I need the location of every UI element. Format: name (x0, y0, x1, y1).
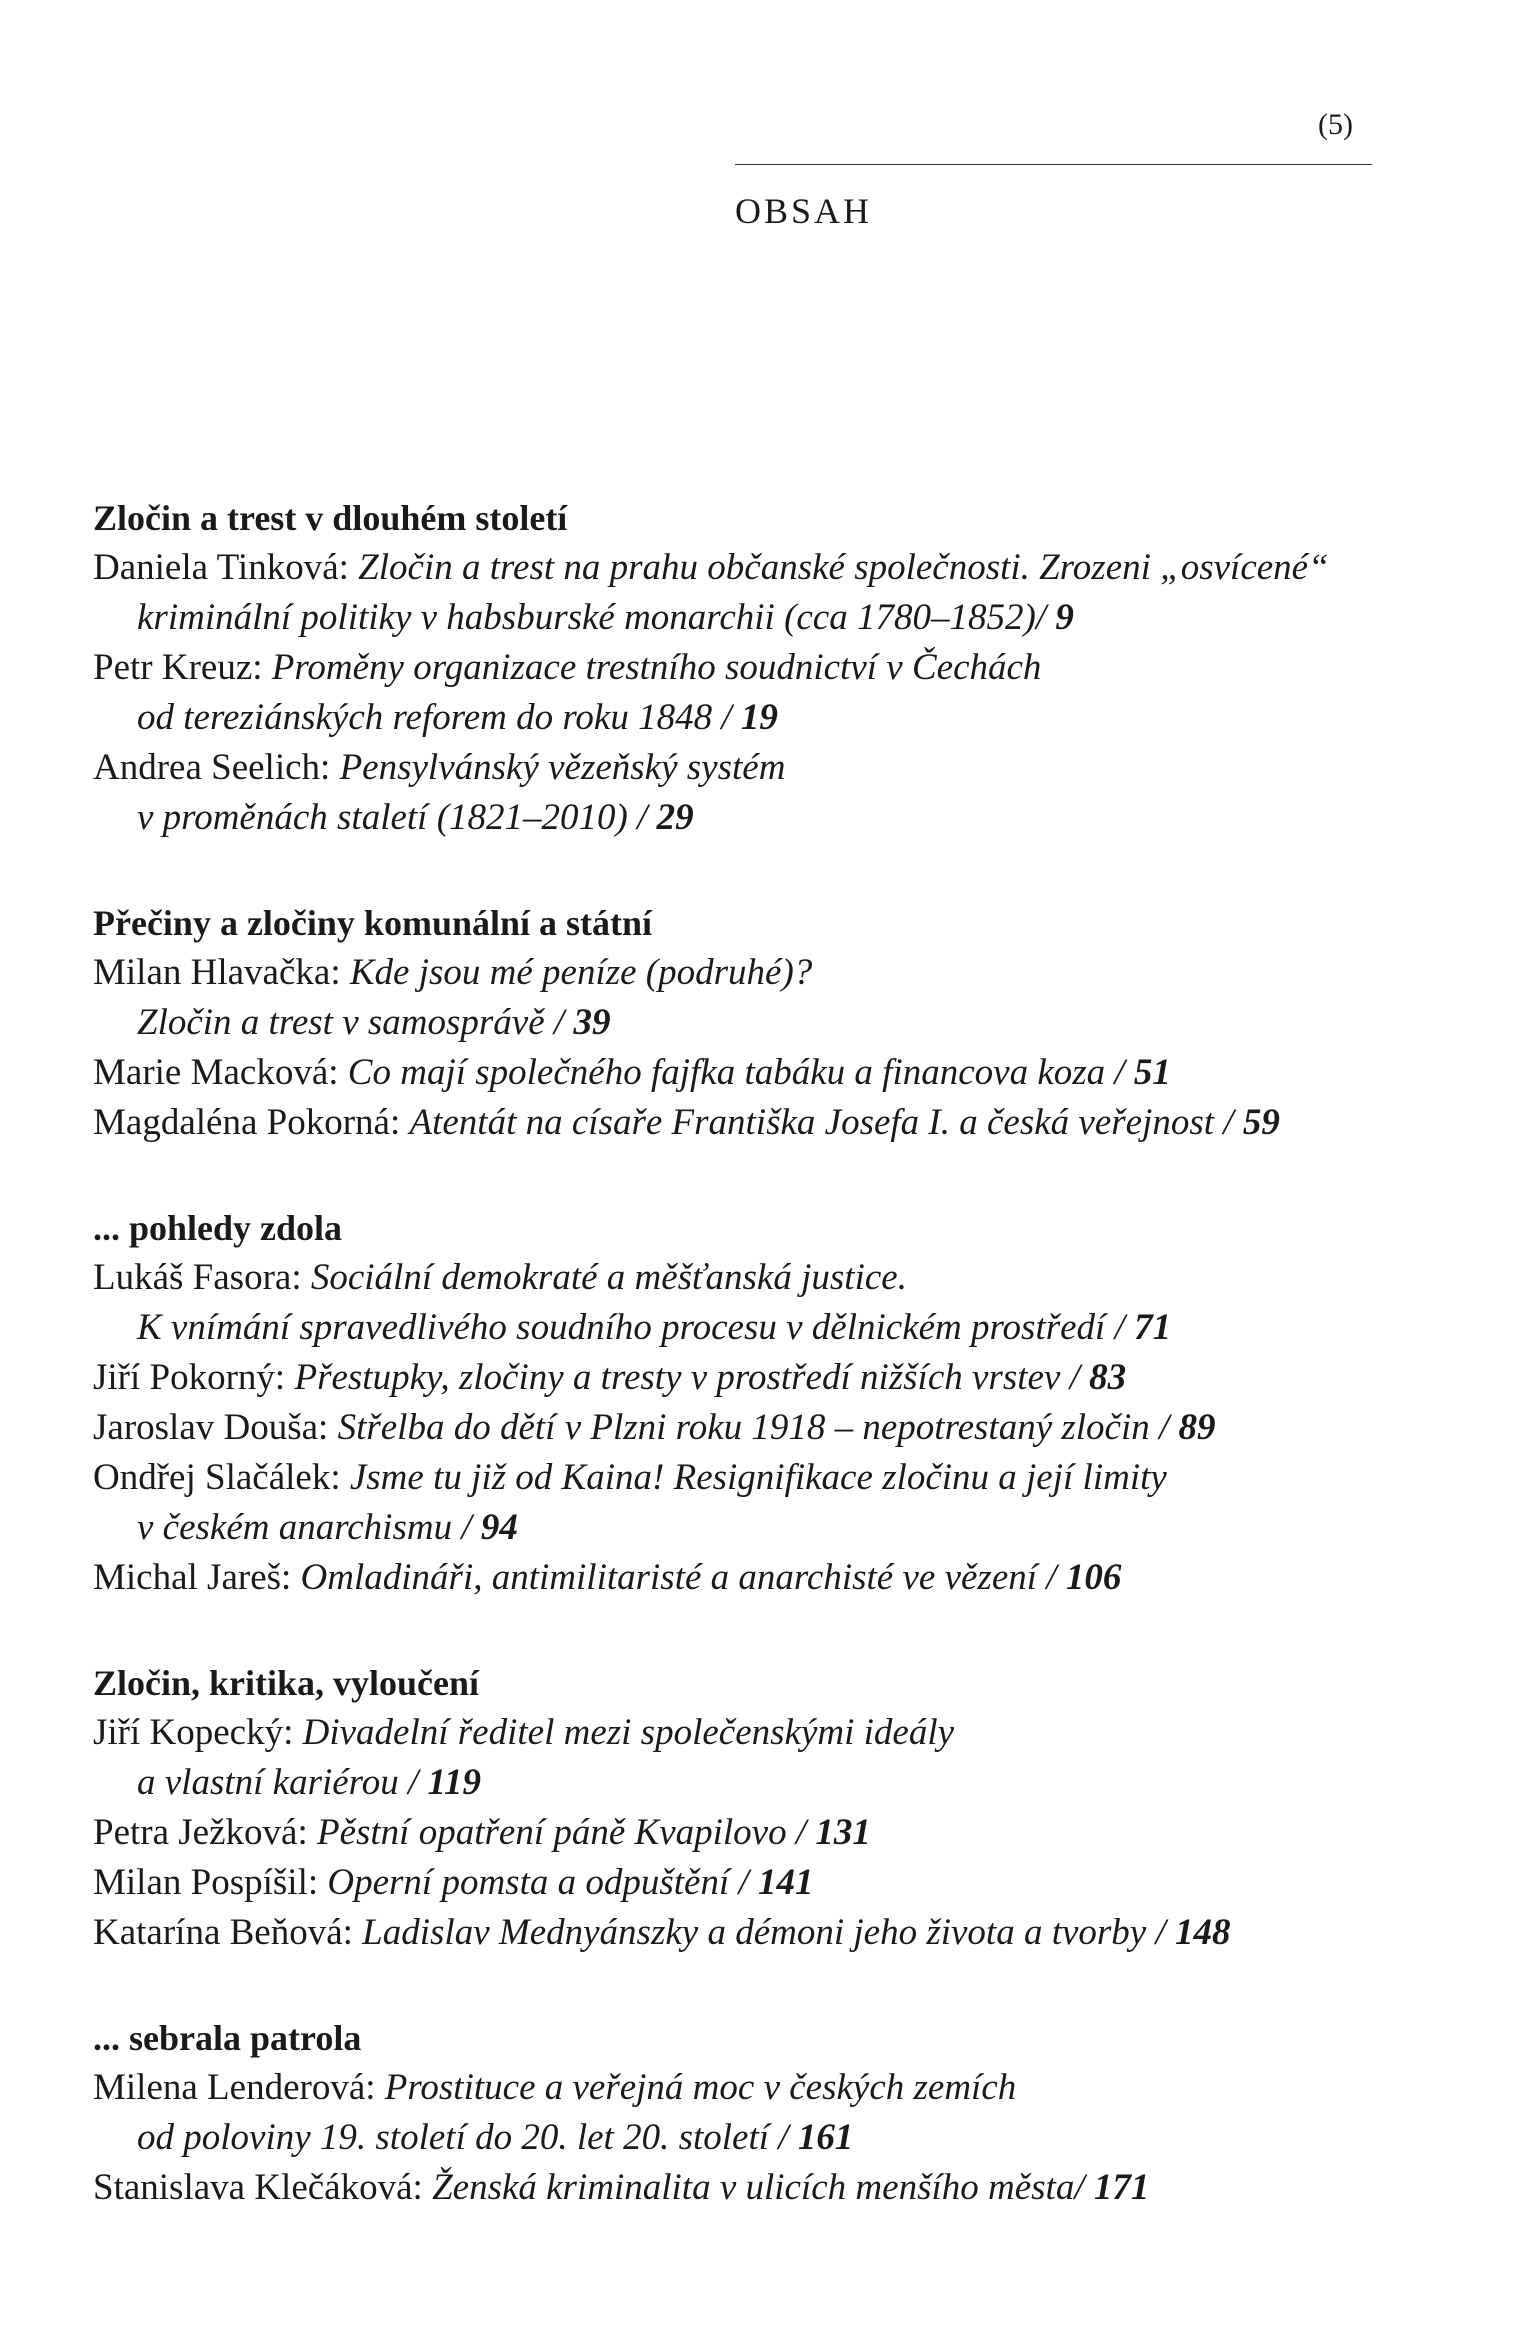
toc-entry (93, 1908, 1393, 1958)
entry-page-number: 71 (1134, 1307, 1172, 1348)
entry-author: Stanislava Klečáková: (93, 2167, 423, 2208)
entry-title: Proměny organizace trestního soudnictví v Čechách (271, 647, 1042, 688)
toc-entry (93, 948, 1393, 1048)
table-of-contents (93, 493, 1393, 2213)
page-separator: / (553, 1002, 565, 1043)
entry-line (93, 1098, 1393, 1148)
entry-title: K vnímání spravedlivého soudního procesu v dělnickém prostředí (137, 1307, 1106, 1348)
page-separator: / (1159, 1407, 1170, 1448)
page-separator: / (1114, 1052, 1125, 1093)
toc-entry (93, 743, 1393, 843)
page-number: (5) (1318, 108, 1353, 141)
entry-title: Ladislav Mednyánszky a démoni jeho života a tvorby (362, 1912, 1147, 1953)
entry-page-number: 19 (740, 697, 778, 738)
entry-title: Prostituce a veřejná moc v českých zemích (384, 2067, 1017, 2108)
page-separator: / (721, 697, 732, 738)
entry-author: Lukáš Fasora: (93, 1257, 302, 1298)
page-separator: / (1114, 1307, 1125, 1348)
toc-section (93, 2013, 1393, 2213)
entry-page-number: 161 (797, 2117, 854, 2158)
toc-entry (93, 1858, 1393, 1908)
entry-title: Pěstní opatření páně Kvapilovo (316, 1812, 787, 1853)
entry-line (93, 1908, 1393, 1958)
entry-line (93, 1808, 1393, 1858)
entry-title: Sociální demokraté a měšťanská justice. (310, 1257, 907, 1298)
entry-page-number: 29 (656, 797, 694, 838)
entry-line (93, 1858, 1393, 1908)
toc-entry (93, 1353, 1393, 1403)
entry-title: a vlastní kariérou (137, 1762, 399, 1803)
entry-title: Co mají společného fajfka tabáku a financova koza (347, 1052, 1106, 1093)
entry-line (93, 543, 1393, 593)
entry-author: Ondřej Slačálek: (93, 1457, 341, 1498)
entry-author: Milena Lenderová: (93, 2067, 376, 2108)
entry-line (93, 2063, 1393, 2113)
page-separator: / (1155, 1912, 1166, 1953)
entry-title: Omladináři, antimilitaristé a anarchisté ve vězení (300, 1557, 1038, 1598)
entry-title: Operní pomsta a odpuštění (327, 1862, 730, 1903)
toc-entry (93, 1098, 1393, 1148)
page-separator: / (795, 1812, 807, 1853)
entry-author: Katarína Beňová: (93, 1912, 353, 1953)
toc-entry (93, 2163, 1393, 2213)
entry-title: Divadelní ředitel mezi společenskými ideály (302, 1712, 955, 1753)
entry-author: Daniela Tinková: (93, 547, 349, 588)
section-heading: ... sebrala patrola (93, 2018, 362, 2058)
entry-line (93, 1303, 1393, 1353)
toc-entry (93, 2063, 1393, 2163)
entry-author: Milan Pospíšil: (93, 1862, 319, 1903)
toc-section (93, 898, 1393, 1148)
entry-line (93, 593, 1393, 643)
entry-page-number: 89 (1178, 1407, 1216, 1448)
section-heading: Přečiny a zločiny komunální a státní (93, 903, 653, 943)
section-heading: Zločin a trest v dlouhém století (93, 498, 568, 538)
entry-line (93, 2113, 1393, 2163)
entry-title: v proměnách staletí (1821–2010) (137, 797, 628, 838)
entry-page-number: 51 (1133, 1052, 1171, 1093)
entry-title: od tereziánských reforem do roku 1848 (137, 697, 713, 738)
page-title: OBSAH (735, 191, 873, 231)
entry-line (93, 1708, 1393, 1758)
entry-page-number: 83 (1089, 1357, 1127, 1398)
entry-title: Kde jsou mé peníze (podruhé)? (349, 952, 813, 993)
header-rule (735, 164, 1372, 165)
entry-line (93, 793, 1393, 843)
entry-line (93, 743, 1393, 793)
entry-author: Jiří Pokorný: (93, 1357, 286, 1398)
page-separator: / (1074, 2167, 1085, 2208)
entry-title: v českém anarchismu (137, 1507, 453, 1548)
section-heading: ... pohledy zdola (93, 1208, 343, 1248)
entry-page-number: 171 (1093, 2167, 1150, 2208)
section-heading: Zločin, kritika, vyloučení (93, 1663, 480, 1703)
page-separator: / (461, 1507, 472, 1548)
entry-line (93, 998, 1393, 1048)
entry-line (93, 948, 1393, 998)
entry-line (93, 1453, 1393, 1503)
entry-title: Pensylvánský vězeňský systém (339, 747, 786, 788)
toc-entry (93, 543, 1393, 643)
entry-line (93, 2163, 1393, 2213)
entry-author: Andrea Seelich: (93, 747, 331, 788)
page-separator: / (637, 797, 648, 838)
page-separator: / (738, 1862, 749, 1903)
entry-page-number: 119 (427, 1762, 481, 1803)
toc-entry (93, 643, 1393, 743)
page-separator: / (1223, 1102, 1234, 1143)
entry-line (93, 1353, 1393, 1403)
entry-title: Ženská kriminalita v ulicích menšího města (432, 2167, 1075, 2208)
entry-page-number: 9 (1055, 597, 1074, 638)
entry-title: Atentát na císaře Františka Josefa I. a česká veřejnost (409, 1102, 1215, 1143)
entry-page-number: 141 (758, 1862, 814, 1903)
toc-section (93, 1658, 1393, 1958)
page-separator: / (1035, 597, 1047, 638)
entry-title: od poloviny 19. století do 20. let 20. století (137, 2117, 770, 2158)
entry-line (93, 1048, 1393, 1098)
entry-author: Michal Jareš: (93, 1557, 292, 1598)
toc-entry (93, 1253, 1393, 1353)
page-separator: / (1069, 1357, 1080, 1398)
entry-title: Střelba do dětí v Plzni roku 1918 – nepotrestaný zločin (337, 1407, 1150, 1448)
entry-author: Milan Hlavačka: (93, 952, 341, 993)
toc-entry (93, 1048, 1393, 1098)
entry-author: Jiří Kopecký: (93, 1712, 294, 1753)
entry-line (93, 1553, 1393, 1603)
entry-title: kriminální politiky v habsburské monarchii (cca 1780–1852) (137, 597, 1036, 638)
entry-page-number: 148 (1175, 1912, 1231, 1953)
entry-line (93, 693, 1393, 743)
entry-author: Magdaléna Pokorná: (93, 1102, 401, 1143)
entry-line (93, 643, 1393, 693)
toc-entry (93, 1708, 1393, 1808)
entry-title: Zločin a trest na prahu občanské společnosti. Zrozeni „osvícené“ (358, 547, 1329, 588)
toc-entry (93, 1453, 1393, 1553)
entry-author: Marie Macková: (93, 1052, 339, 1093)
entry-line (93, 1403, 1393, 1453)
entry-author: Petr Kreuz: (93, 647, 263, 688)
entry-page-number: 106 (1065, 1557, 1122, 1598)
toc-section (93, 1203, 1393, 1603)
entry-page-number: 94 (480, 1507, 518, 1548)
toc-entry (93, 1553, 1393, 1603)
entry-page-number: 131 (815, 1812, 871, 1853)
page-separator: / (778, 2117, 789, 2158)
page-separator: / (1046, 1557, 1057, 1598)
toc-section (93, 493, 1393, 843)
entry-author: Petra Ježková: (93, 1812, 308, 1853)
entry-line (93, 1503, 1393, 1553)
entry-title: Přestupky, zločiny a tresty v prostředí nižších vrstev (294, 1357, 1061, 1398)
entry-author: Jaroslav Douša: (93, 1407, 329, 1448)
toc-entry (93, 1403, 1393, 1453)
entry-page-number: 39 (573, 1002, 611, 1043)
entry-line (93, 1758, 1393, 1808)
entry-title: Zločin a trest v samosprávě (137, 1002, 545, 1043)
page-separator: / (407, 1762, 419, 1803)
entry-line (93, 1253, 1393, 1303)
toc-entry (93, 1808, 1393, 1858)
entry-page-number: 59 (1242, 1102, 1280, 1143)
entry-title: Jsme tu již od Kaina! Resignifikace zločinu a její limity (349, 1457, 1167, 1498)
